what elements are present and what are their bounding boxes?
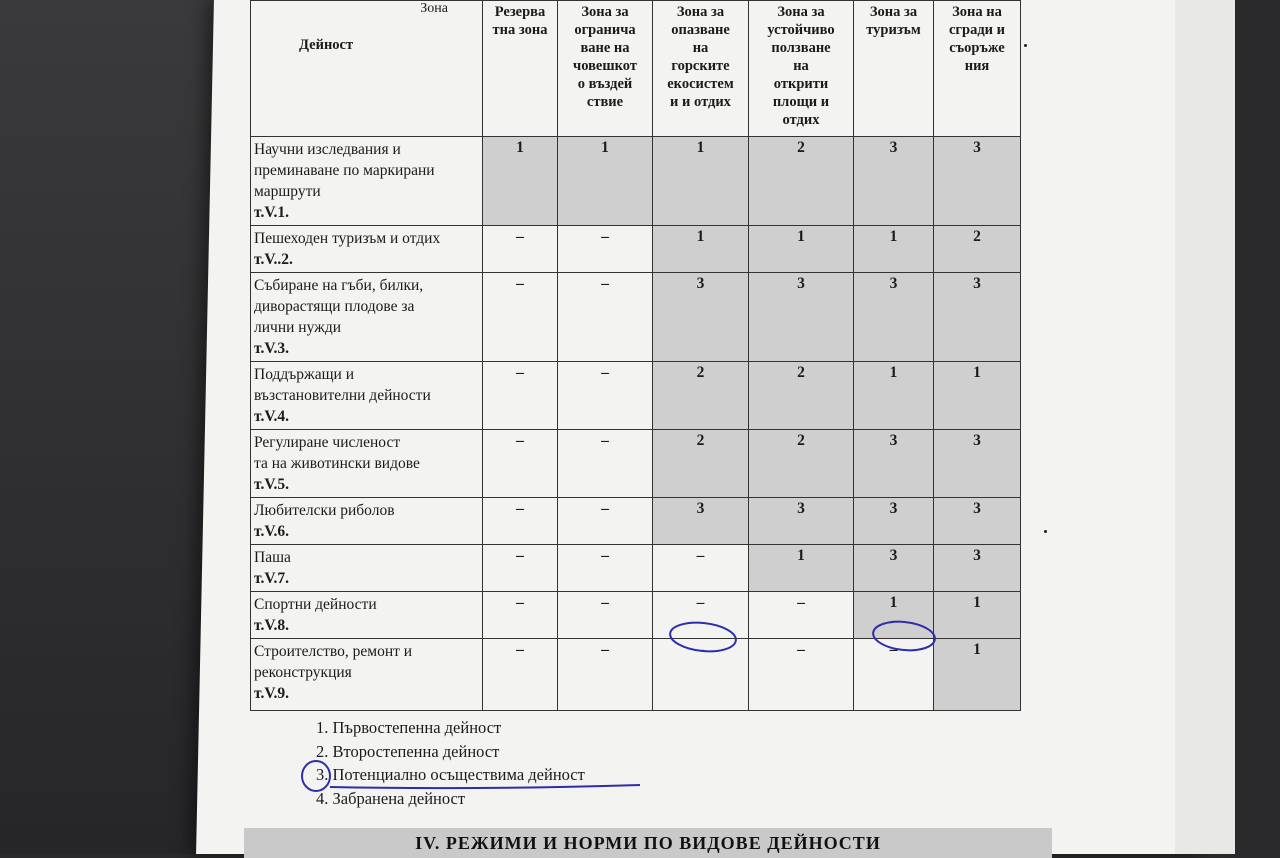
zone-value-cell: – (558, 639, 653, 711)
activity-cell (251, 639, 483, 711)
activity-name-line: Поддържащи и (254, 366, 355, 383)
section-heading: IV. РЕЖИМИ И НОРМИ ПО ВИДОВЕ ДЕЙНОСТИ (244, 828, 1052, 858)
activity-cell (251, 226, 483, 273)
paper-speck (1024, 44, 1027, 47)
zone-header-line: човешкот (573, 58, 637, 74)
zone-value-cell: 1 (934, 592, 1021, 639)
zone-header-line: горските (671, 58, 730, 74)
legend-text: Потенциално осъществима дейност (332, 765, 585, 784)
activity-name-line: реконструкция (254, 664, 352, 681)
paper-speck (1044, 530, 1047, 533)
zone-value-cell: – (558, 592, 653, 639)
zone-header-line: отдих (782, 112, 820, 128)
activity-reference: т.V.3. (254, 340, 290, 357)
zone-header-line: екосистем (667, 76, 734, 92)
zone-value-cell: 2 (653, 362, 749, 430)
zone-header-line: Зона за (869, 4, 918, 20)
zone-header-line: туризъм (866, 22, 921, 38)
zone-value-cell: 2 (653, 430, 749, 498)
activity-cell (251, 273, 483, 362)
zone-axis-label: Зона (420, 1, 448, 16)
legend-item (316, 763, 585, 787)
zone-value-cell: – (558, 226, 653, 273)
legend-text: Забранена дейност (332, 788, 466, 808)
zone-value-cell: – (749, 592, 854, 639)
zone-value-cell: 1 (854, 362, 934, 430)
table-row (251, 639, 1021, 711)
legend-item (316, 787, 585, 811)
legend-item (316, 740, 585, 764)
activity-reference: т.V.6. (254, 523, 290, 540)
zone-value-cell: 1 (483, 137, 558, 226)
zone-value-cell: 3 (934, 498, 1021, 545)
zone-value-cell: 1 (653, 137, 749, 226)
legend-text: Първостепенна дейност (332, 718, 502, 737)
zone-value-cell: – (558, 273, 653, 362)
zone-value-cell: 3 (653, 498, 749, 545)
zone-value-cell: 3 (934, 273, 1021, 362)
activity-zone-table (250, 0, 1021, 711)
table-header-row (251, 1, 1021, 137)
activity-cell (251, 430, 483, 498)
activity-reference: т.V.9. (254, 685, 290, 702)
activity-name-line: диворастящи плодове за (254, 298, 415, 315)
activity-cell (251, 137, 483, 226)
activity-reference: т.V.5. (254, 476, 290, 493)
table-row (251, 498, 1021, 545)
zone-header-line: ползване (771, 40, 831, 56)
zone-value-cell: 1 (854, 592, 934, 639)
zone-value-cell: 1 (558, 137, 653, 226)
activity-name-line: та на животински видове (254, 455, 420, 472)
activity-name-line: преминаване по маркирани (254, 162, 435, 179)
zone-value-cell: – (483, 545, 558, 592)
zone-value-cell: – (483, 226, 558, 273)
zone-header-line: сгради и (948, 22, 1005, 38)
zone-header-line: на (793, 58, 809, 74)
legend-number: 4. (316, 788, 329, 808)
zone-header-line: Резерва (494, 4, 546, 20)
activity-reference: т.V.4. (254, 408, 290, 425)
zone-value-cell: 3 (854, 273, 934, 362)
zone-value-cell: 2 (934, 226, 1021, 273)
activity-cell (251, 498, 483, 545)
activity-reference: т.V.8. (254, 617, 290, 634)
zone-value-cell: – (653, 592, 749, 639)
zone-header-5 (854, 1, 934, 137)
zone-value-cell: 3 (854, 137, 934, 226)
zone-header-line: ствие (586, 94, 624, 110)
zone-header-line: открити (773, 76, 829, 92)
header-corner-cell (251, 1, 483, 137)
zone-value-cell: – (483, 639, 558, 711)
zone-value-cell: – (558, 362, 653, 430)
activity-name-line: Пешеходен туризъм и отдих (254, 230, 441, 247)
zone-header-2 (558, 1, 653, 137)
zone-header-line: тна зона (492, 22, 548, 38)
zone-header-line: огранича (574, 22, 636, 38)
table-row (251, 430, 1021, 498)
activity-name-line: лични нужди (254, 319, 342, 336)
zone-value-cell: 3 (854, 430, 934, 498)
activity-cell (251, 592, 483, 639)
zone-header-line: о въздей (577, 76, 633, 92)
zone-value-cell: 1 (934, 362, 1021, 430)
zone-value-cell: – (749, 639, 854, 711)
zone-value-cell: 2 (749, 430, 854, 498)
zone-header-3 (653, 1, 749, 137)
activity-cell (251, 362, 483, 430)
activity-reference: т.V.1. (254, 204, 290, 221)
zone-header-line: опазване (671, 22, 730, 38)
zone-value-cell: 3 (749, 273, 854, 362)
zone-header-line: ния (964, 58, 990, 74)
zone-header-6 (934, 1, 1021, 137)
zone-value-cell: – (854, 639, 934, 711)
zone-header-4 (749, 1, 854, 137)
zone-value-cell: 2 (749, 362, 854, 430)
zone-value-cell: – (558, 430, 653, 498)
activity-name-line: Любителски риболов (254, 502, 395, 519)
table-row (251, 545, 1021, 592)
zone-value-cell: 1 (749, 226, 854, 273)
zone-header-line: устойчиво (767, 22, 835, 38)
zone-header-line: ване на (580, 40, 630, 56)
zone-header-line: Зона за (777, 4, 825, 20)
zone-value-cell: 3 (653, 273, 749, 362)
legend-text: Второстепенна дейност (332, 741, 500, 761)
zone-value-cell: – (483, 430, 558, 498)
zone-header-line: на (692, 40, 709, 56)
zone-header-line: Зона за (676, 4, 725, 20)
activity-reference: т.V..2. (254, 251, 293, 268)
zone-header-line: площи и (772, 94, 830, 110)
zone-value-cell: 3 (934, 430, 1021, 498)
zone-header-line: Зона на (952, 4, 1002, 20)
zone-value-cell: – (483, 273, 558, 362)
legend-item (316, 716, 585, 740)
legend-number: 1. (316, 718, 329, 737)
zone-value-cell: 1 (934, 639, 1021, 711)
activity-axis-label: Дейност (299, 37, 354, 53)
zone-value-cell: 3 (934, 545, 1021, 592)
zone-value-cell: 3 (934, 137, 1021, 226)
legend-number: 2. (316, 741, 329, 761)
activity-reference: т.V.7. (254, 570, 290, 587)
activity-name-line: маршрути (254, 183, 321, 200)
table-row (251, 592, 1021, 639)
activity-name-line: Спортни дейности (254, 596, 377, 613)
zone-header-line: Зона за (581, 4, 629, 20)
table-row (251, 362, 1021, 430)
table-row (251, 137, 1021, 226)
activity-name-line: Регулиране численост (254, 434, 401, 451)
zone-value-cell: – (483, 362, 558, 430)
zone-value-cell: 3 (854, 545, 934, 592)
zone-header-line: съоръже (949, 40, 1005, 56)
activity-name-line: Строителство, ремонт и (254, 643, 413, 660)
zone-value-cell: 1 (749, 545, 854, 592)
zone-header-1 (483, 1, 558, 137)
zone-value-cell: – (653, 545, 749, 592)
paper-edge-underneath (1175, 0, 1235, 854)
zone-value-cell: 3 (749, 498, 854, 545)
zone-value-cell: 2 (749, 137, 854, 226)
zone-value-cell: 1 (854, 226, 934, 273)
table-row (251, 226, 1021, 273)
zone-value-cell: – (558, 545, 653, 592)
activity-name-line: Научни изследвания и (254, 141, 401, 158)
zone-value-cell: – (483, 592, 558, 639)
legend (316, 716, 585, 810)
zone-value-cell: 3 (854, 498, 934, 545)
legend-number: 3. (316, 765, 329, 784)
zone-value-cell: – (558, 498, 653, 545)
activity-name-line: Паша (254, 549, 291, 566)
activity-cell (251, 545, 483, 592)
table-row (251, 273, 1021, 362)
zone-header-line: и и отдих (670, 94, 731, 110)
zone-value-cell: 1 (653, 226, 749, 273)
zone-value-cell: – (653, 639, 749, 711)
activity-name-line: възстановителни дейности (254, 387, 431, 404)
zone-value-cell: – (483, 498, 558, 545)
activity-name-line: Събиране на гъби, билки, (254, 277, 424, 294)
